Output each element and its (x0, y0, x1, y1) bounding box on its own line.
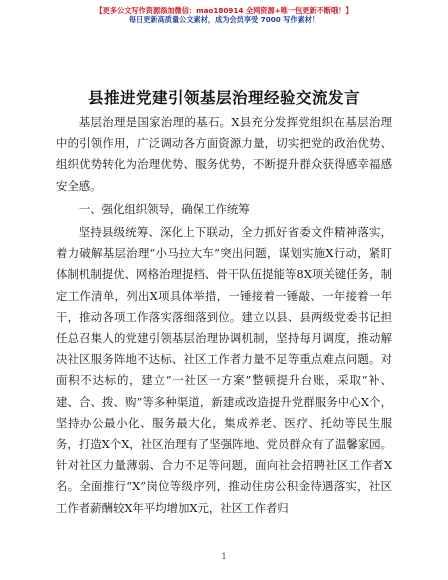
section-heading-1: 一、强化组织领导，确保工作统筹 (78, 201, 250, 216)
document-title: 县推进党建引领基层治理经验交流发言 (87, 89, 360, 107)
document-body (56, 112, 392, 519)
promo-banner (0, 6, 448, 24)
promo-banner-line2: 每日更新高质量公文素材，成为会员享受 7000 写作素材！ (128, 15, 320, 24)
page-number: 1 (221, 552, 227, 561)
paragraph-section-1: 坚持县级统筹、深化上下联动，全力抓好省委文件精神落实，着力破解基层治理“小马拉大车”突出问题，谋划实施X行动，紧盯体制机制提优、网格治理提档、骨干队伍提能等8X项关键任务，制定工作清单，列出X项具体举措，一锤接着一锤敲、一年接着一年干，推动各项工作落实落细落到位。建立以县、县两级党委书记担任总召集人的党建引领基层治理协调机制，坚持每月调度，推动解决社区服务阵地不达标、社区工作者力量不足等重点难点问题。对面积不达标的，建立“一社区一方案”整顿提升台账，采取“补、建、合、拨、购”等多种渠道，新建或改造提升党群服务中心X个，坚持办公最小化、服务最大化，集成养老、医疗、托幼等民生服务，打造X个X，社区治理有了坚强阵地、党员群众有了温馨家园。针对社区力量薄弱、合力不足等问题，面向社会招聘社区工作者X名。全面推行“X”岗位等级序列，推动住房公积金待遇落实，社区工作者薪酬较X年平均增加X元，社区工作者归 (56, 225, 392, 515)
promo-banner-line1: 【更多公文写作资源添加微信：mao180914 全网资源+唯一包更新不断哦！】 (95, 6, 353, 15)
paragraph-intro: 基层治理是国家治理的基石。X县充分发挥党组织在基层治理中的引领作用，广泛调动各方面资源力量，切实把党的政治优势、组织优势转化为治理优势、服务优势，不断提升群众获得感幸福感安全感。 (56, 115, 392, 193)
